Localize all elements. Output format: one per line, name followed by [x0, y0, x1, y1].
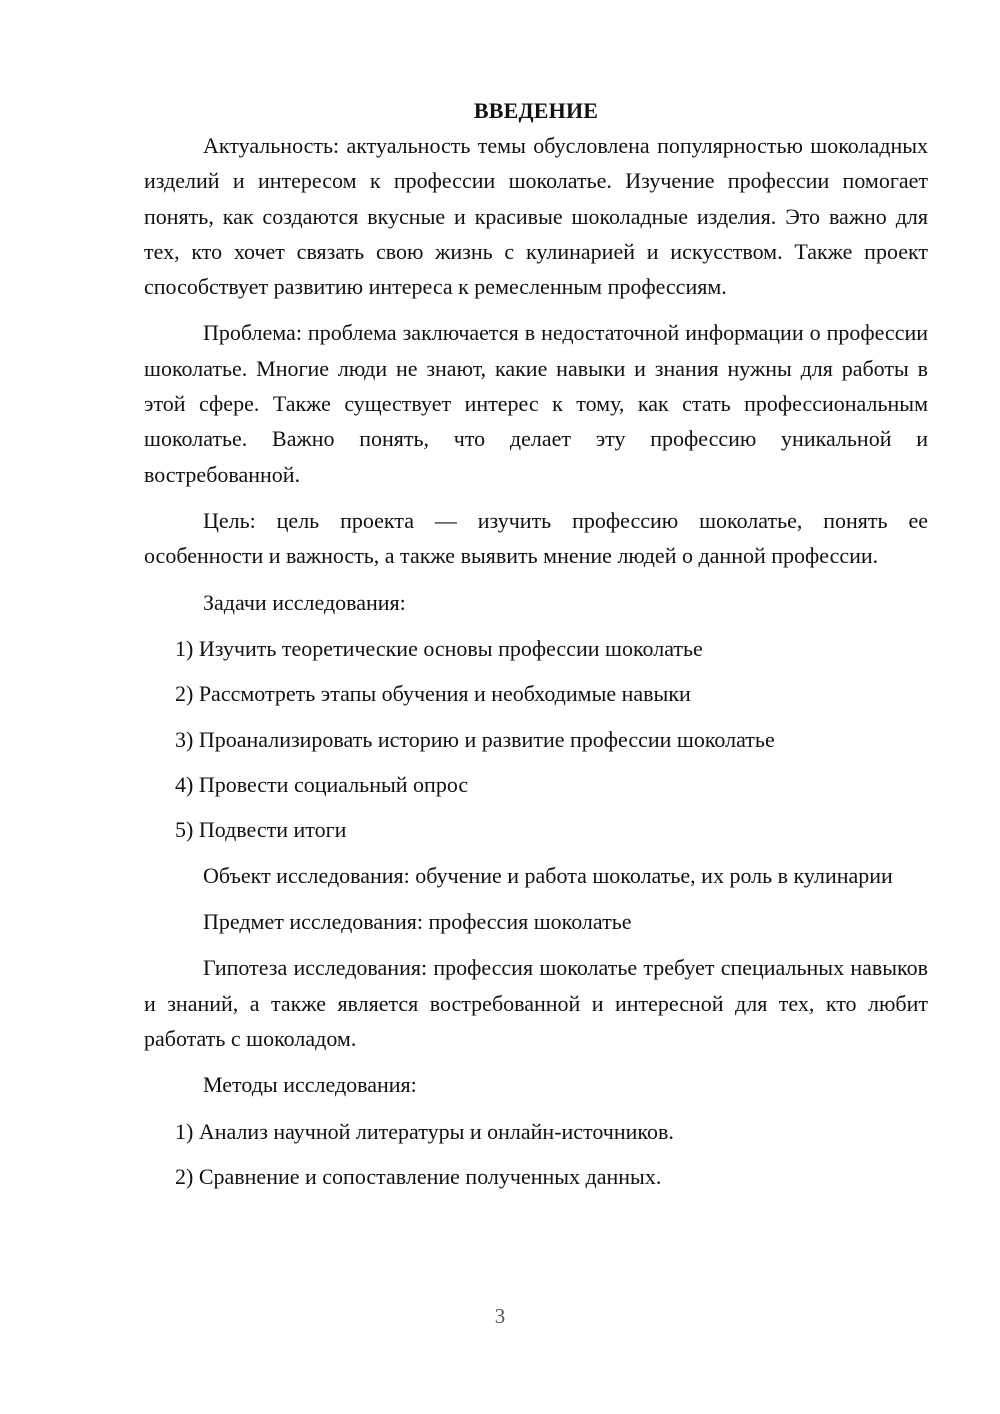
tasks-title: Задачи исследования:: [203, 589, 406, 615]
hypothesis-paragraph: Гипотеза исследования: профессия шоколатье требует специальных навыков и знаний, а также является востребованной и интересной для тех, кто любит работать с шоколадом.: [144, 955, 928, 1051]
problem-paragraph: Проблема: проблема заключается в недостаточной информации о профессии шоколатье. Многие люди не знают, какие навыки и знания нужны для работы в этой сфере. Также существует интерес к тому, как стать профессиональным шоколатье. Важно понять, что делает эту профессию уникальной и востребованной.: [144, 320, 928, 487]
list-item: 1) Изучить теоретические основы профессии шоколатье: [175, 635, 703, 661]
tasks-list: [144, 631, 928, 848]
list-item: 1) Анализ научной литературы и онлайн-источников.: [175, 1118, 674, 1144]
list-item: 2) Сравнение и сопоставление полученных данных.: [175, 1163, 662, 1189]
subject-paragraph: Предмет исследования: профессия шоколатье: [203, 909, 632, 935]
page-number: 3: [494, 1304, 506, 1328]
section-heading: ВВЕДЕНИЕ: [473, 98, 599, 123]
list-item: 4) Провести социальный опрос: [175, 772, 469, 798]
list-item: 2) Рассмотреть этапы обучения и необходимые навыки: [175, 681, 691, 707]
methods-list: [144, 1114, 928, 1194]
object-paragraph: Объект исследования: обучение и работа шоколатье, их роль в кулинарии: [203, 862, 893, 888]
list-item: 3) Проанализировать историю и развитие профессии шоколатье: [175, 726, 775, 752]
document-page: [144, 93, 928, 1204]
relevance-paragraph: Актуальность: актуальность темы обусловлена популярностью шоколадных изделий и интересом к профессии шоколатье. Изучение профессии помогает понять, как создаются вкусные и красивые шоколадные изделия. Это важно для тех, кто хочет связать свою жизнь с кулинарией и искусством. Также проект способствует развитию интереса к ремесленным профессиям.: [144, 133, 928, 300]
goal-paragraph: Цель: цель проекта — изучить профессию шоколатье, понять ее особенности и важность, а также выявить мнение людей о данной профессии.: [144, 507, 928, 569]
list-item: 5) Подвести итоги: [175, 817, 347, 843]
methods-title: Методы исследования:: [203, 1072, 417, 1098]
